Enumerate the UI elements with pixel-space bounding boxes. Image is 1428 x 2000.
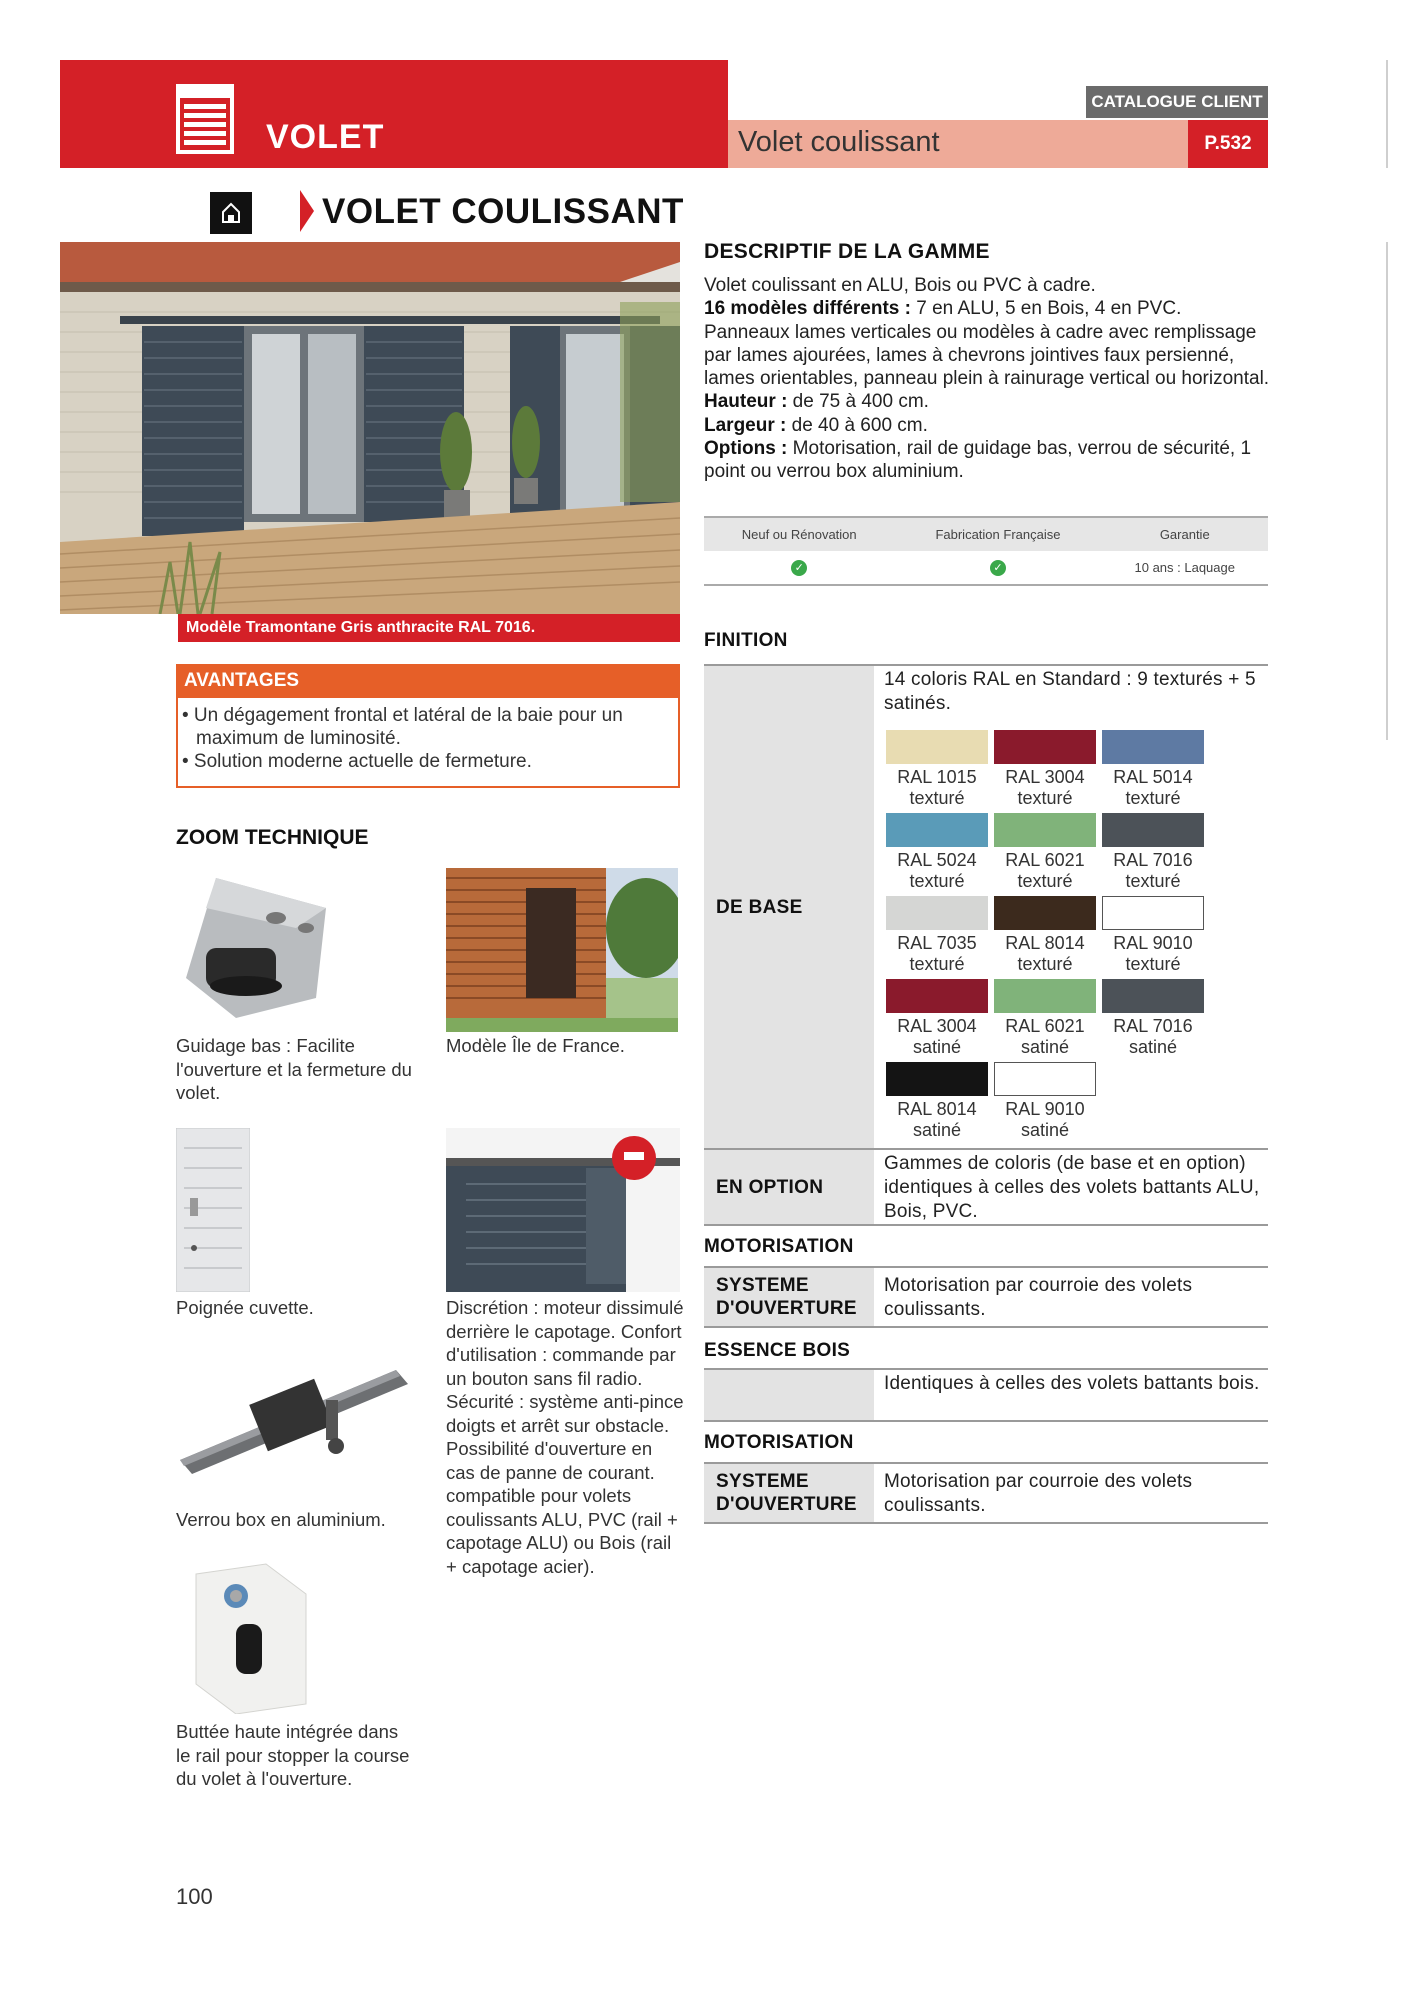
motorisation-title: MOTORISATION [704, 1432, 854, 1453]
page-title: VOLET COULISSANT [322, 192, 684, 231]
color-swatch-item [886, 979, 988, 1058]
list-item: • Solution moderne actuelle de fermeture. [182, 751, 532, 772]
base-label: DE BASE [716, 897, 803, 918]
color-code: RAL 5014 [1113, 767, 1193, 787]
option-text: Gammes de coloris (de base et en option) identiques à celles des volets battants ALU, Bois, PVC. [884, 1153, 1260, 1222]
catalogue-badge: CATALOGUE CLIENT [1086, 86, 1268, 118]
color-code: RAL 9010 [1005, 1099, 1085, 1119]
color-code: RAL 5024 [897, 850, 977, 870]
check-icon: ✓ [791, 560, 807, 576]
edge-divider [1386, 242, 1388, 740]
color-swatch-item [994, 730, 1096, 809]
table-cell [894, 551, 1101, 585]
color-finish: texturé [1125, 788, 1181, 808]
color-code: RAL 3004 [897, 1016, 977, 1036]
essence-title: ESSENCE BOIS [704, 1340, 851, 1361]
essence-text: Identiques à celles des volets battants bois. [884, 1373, 1260, 1394]
color-finish: texturé [909, 871, 965, 891]
description-body [704, 274, 1274, 484]
color-swatch [1102, 979, 1204, 1013]
description-line: Volet coulissant en ALU, Bois ou PVC à cadre. [704, 275, 1096, 296]
color-finish: satiné [912, 1037, 962, 1057]
top-stop-photo [176, 1554, 316, 1714]
zoom-caption: Discrétion : moteur dissimulé derrière le capotage. Confort d'utilisation : commande par un bouton sans fil radio. Sécurité : système anti-pince doigts et arrêt sur obstacle. Possibilité d'ouverture en cas de panne de courant. compatible pour volets coulissants ALU, PVC (rail + capotage ALU) ou Bois (rail + capotage acier). [446, 1297, 684, 1577]
color-swatch-item [886, 730, 988, 809]
color-swatch-item [1102, 979, 1204, 1058]
color-finish: texturé [909, 788, 965, 808]
color-code: RAL 8014 [897, 1099, 977, 1119]
color-swatch [886, 979, 988, 1013]
hero-photo [60, 242, 680, 614]
divider [704, 1326, 1268, 1328]
color-swatch [886, 813, 988, 847]
color-swatch [994, 896, 1096, 930]
page-reference: P.532 [1188, 120, 1268, 168]
color-swatch-item [886, 896, 988, 975]
description-line: Largeur : de 40 à 600 cm. [704, 414, 928, 436]
color-swatch [994, 730, 1096, 764]
header-subtitle: Volet coulissant [738, 126, 940, 158]
color-finish: satiné [1020, 1120, 1070, 1140]
ile-de-france-photo [446, 868, 678, 1032]
table-cell [704, 551, 894, 585]
color-swatch-item [994, 896, 1096, 975]
color-code: RAL 6021 [1005, 1016, 1085, 1036]
check-icon: ✓ [990, 560, 1006, 576]
zoom-caption: Buttée haute intégrée dans le rail pour stopper la course du volet à l'ouverture. [176, 1721, 410, 1789]
color-swatch [1102, 730, 1204, 764]
color-finish: satiné [1128, 1037, 1178, 1057]
color-code: RAL 8014 [1005, 933, 1085, 953]
table-header: Neuf ou Rénovation [704, 517, 894, 551]
box-lock-photo [176, 1350, 412, 1490]
color-finish: satiné [1020, 1037, 1070, 1057]
color-swatch [1102, 896, 1204, 930]
color-code: RAL 7035 [897, 933, 977, 953]
color-swatch [994, 1062, 1096, 1096]
zoom-caption: Guidage bas : Facilite l'ouverture et la fermeture du volet. [176, 1035, 412, 1103]
color-finish: texturé [1125, 871, 1181, 891]
opening-label: SYSTEME D'OUVERTURE [716, 1275, 857, 1319]
color-code: RAL 1015 [897, 767, 977, 787]
description-line: Options : Motorisation, rail de guidage bas, verrou de sécurité, 1 point ou verrou box aluminium. [704, 438, 1252, 483]
header-banner [60, 60, 728, 168]
color-code: RAL 7016 [1113, 1016, 1193, 1036]
advantages-list [182, 704, 662, 773]
table-header: Garantie [1102, 517, 1269, 551]
base-intro: 14 coloris RAL en Standard : 9 texturés + 5 satinés. [884, 669, 1256, 714]
motorisation-text: Motorisation par courroie des volets coulissants. [884, 1471, 1193, 1516]
color-swatch [1102, 813, 1204, 847]
page-number: 100 [176, 1884, 213, 1909]
advantages-title: AVANTAGES [176, 664, 680, 698]
brand-logo [210, 192, 252, 234]
color-swatch [994, 813, 1096, 847]
opening-label: SYSTEME D'OUVERTURE [716, 1471, 857, 1515]
title-arrow-icon [300, 190, 314, 232]
description-line: 16 modèles différents : 7 en ALU, 5 en Bois, 4 en PVC. [704, 298, 1182, 320]
color-finish: texturé [1017, 871, 1073, 891]
option-label: EN OPTION [716, 1177, 824, 1198]
color-swatch [886, 896, 988, 930]
description-line: Hauteur : de 75 à 400 cm. [704, 391, 929, 413]
motorisation-title: MOTORISATION [704, 1236, 854, 1257]
hero-caption: Modèle Tramontane Gris anthracite RAL 7016. [178, 614, 680, 642]
divider [704, 1522, 1268, 1524]
color-swatch-item [1102, 813, 1204, 892]
finition-title: FINITION [704, 630, 788, 651]
table-header: Fabrication Française [894, 517, 1101, 551]
list-item: • Un dégagement frontal et latéral de la baie pour un maximum de luminosité. [182, 705, 623, 749]
color-swatch-item [1102, 730, 1204, 809]
color-code: RAL 7016 [1113, 850, 1193, 870]
color-swatch [994, 979, 1096, 1013]
description-title: DESCRIPTIF DE LA GAMME [704, 240, 990, 263]
description-line: Panneaux lames verticales ou modèles à cadre avec remplissage par lames ajourées, lames à chevrons jointives faux persienné, lames orientables, panneau plein à rainurage vertical ou horizontal. [704, 321, 1270, 390]
color-swatch-item [886, 813, 988, 892]
divider [704, 1420, 1268, 1422]
color-code: RAL 9010 [1113, 933, 1193, 953]
zoom-caption: Poignée cuvette. [176, 1297, 314, 1318]
motor-diagram [446, 1128, 680, 1292]
shutter-icon [176, 84, 234, 154]
house-icon [210, 192, 252, 234]
color-finish: texturé [1125, 954, 1181, 974]
bottom-guide-photo [176, 868, 336, 1028]
divider [704, 1224, 1268, 1226]
color-swatch [886, 730, 988, 764]
features-table [704, 516, 1268, 586]
recessed-handle-photo [176, 1128, 250, 1292]
essence-label-cell [704, 1370, 874, 1420]
edge-divider [1386, 60, 1388, 168]
color-swatch-grid [886, 730, 1216, 1142]
color-swatch-item [1102, 896, 1204, 975]
zoom-title: ZOOM TECHNIQUE [176, 826, 369, 849]
header-category: VOLET [266, 118, 385, 156]
color-code: RAL 3004 [1005, 767, 1085, 787]
color-swatch-item [994, 813, 1096, 892]
color-finish: satiné [912, 1120, 962, 1140]
zoom-caption: Modèle Île de France. [446, 1035, 625, 1056]
color-swatch [886, 1062, 988, 1096]
color-finish: texturé [1017, 954, 1073, 974]
motorisation-text: Motorisation par courroie des volets coulissants. [884, 1275, 1193, 1320]
zoom-caption: Verrou box en aluminium. [176, 1509, 386, 1530]
color-swatch-item [886, 1062, 988, 1141]
color-swatch-item [994, 1062, 1096, 1141]
color-finish: texturé [1017, 788, 1073, 808]
color-code: RAL 6021 [1005, 850, 1085, 870]
color-swatch-item [994, 979, 1096, 1058]
table-cell: 10 ans : Laquage [1102, 551, 1269, 585]
color-finish: texturé [909, 954, 965, 974]
